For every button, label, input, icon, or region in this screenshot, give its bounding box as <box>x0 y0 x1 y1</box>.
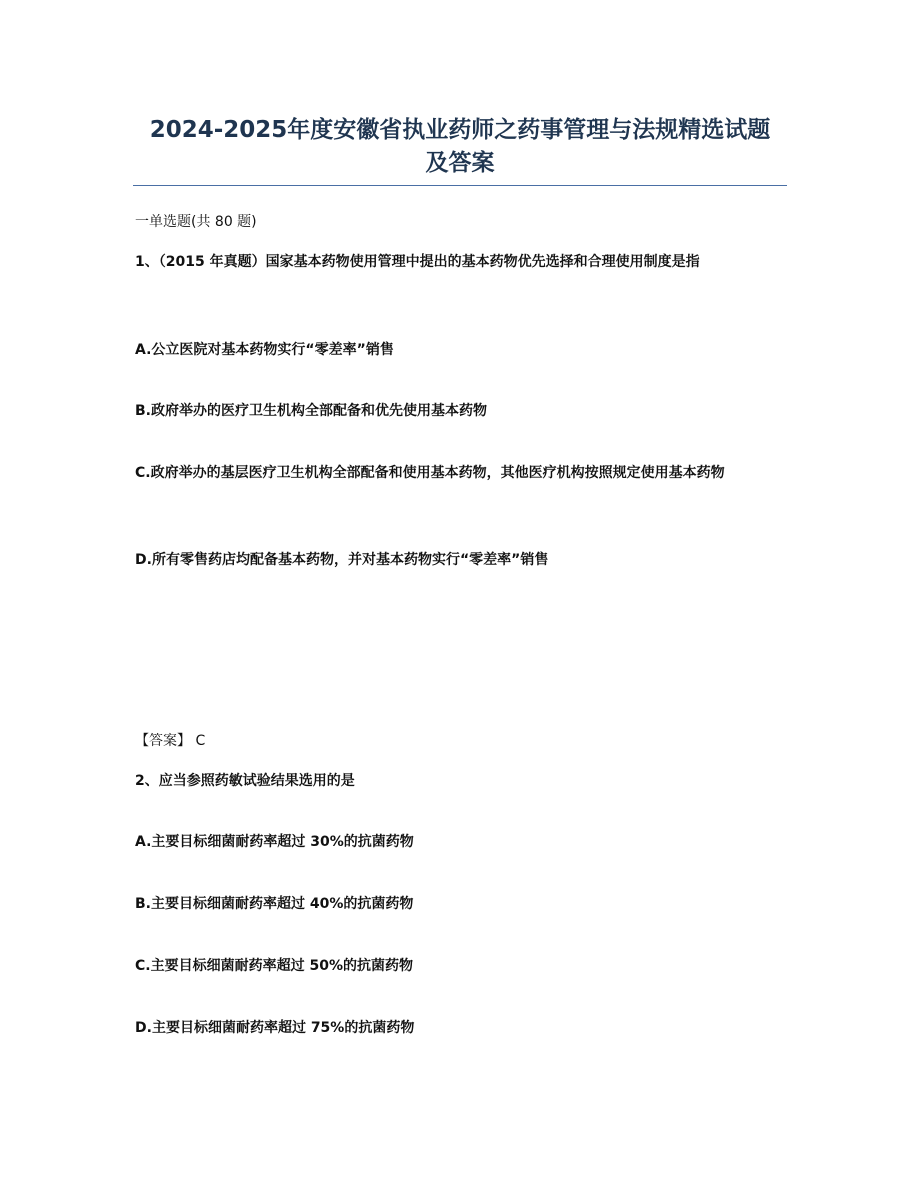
question-1-answer: 【答案】 C <box>135 733 206 749</box>
question-2-option-d: D.主要目标细菌耐药率超过 75%的抗菌药物 <box>135 1020 415 1036</box>
question-1-option-c: C.政府举办的基层医疗卫生机构全部配备和使用基本药物，其他医疗机构按照规定使用基本药物 <box>135 465 725 481</box>
question-1-option-a: A.公立医院对基本药物实行“零差率”销售 <box>135 342 394 358</box>
question-2-option-a: A.主要目标细菌耐药率超过 30%的抗菌药物 <box>135 834 414 850</box>
document-title <box>120 114 800 180</box>
question-1-option-d: D.所有零售药店均配备基本药物，并对基本药物实行“零差率”销售 <box>135 552 549 568</box>
question-2-option-c: C.主要目标细菌耐药率超过 50%的抗菌药物 <box>135 958 413 974</box>
question-2-option-b: B.主要目标细菌耐药率超过 40%的抗菌药物 <box>135 896 414 912</box>
question-1-text: 1、（2015 年真题）国家基本药物使用管理中提出的基本药物优先选择和合理使用制度是指 <box>135 254 700 270</box>
title-line-1: 2024-2025年度安徽省执业药师之药事管理与法规精选试题 <box>149 117 771 143</box>
question-2-text: 2、应当参照药敏试验结果选用的是 <box>135 773 355 789</box>
section-heading: 一单选题(共 80 题) <box>135 214 257 230</box>
title-divider <box>133 185 787 186</box>
title-line-2: 及答案 <box>425 150 495 176</box>
question-1-option-b: B.政府举办的医疗卫生机构全部配备和优先使用基本药物 <box>135 403 487 419</box>
